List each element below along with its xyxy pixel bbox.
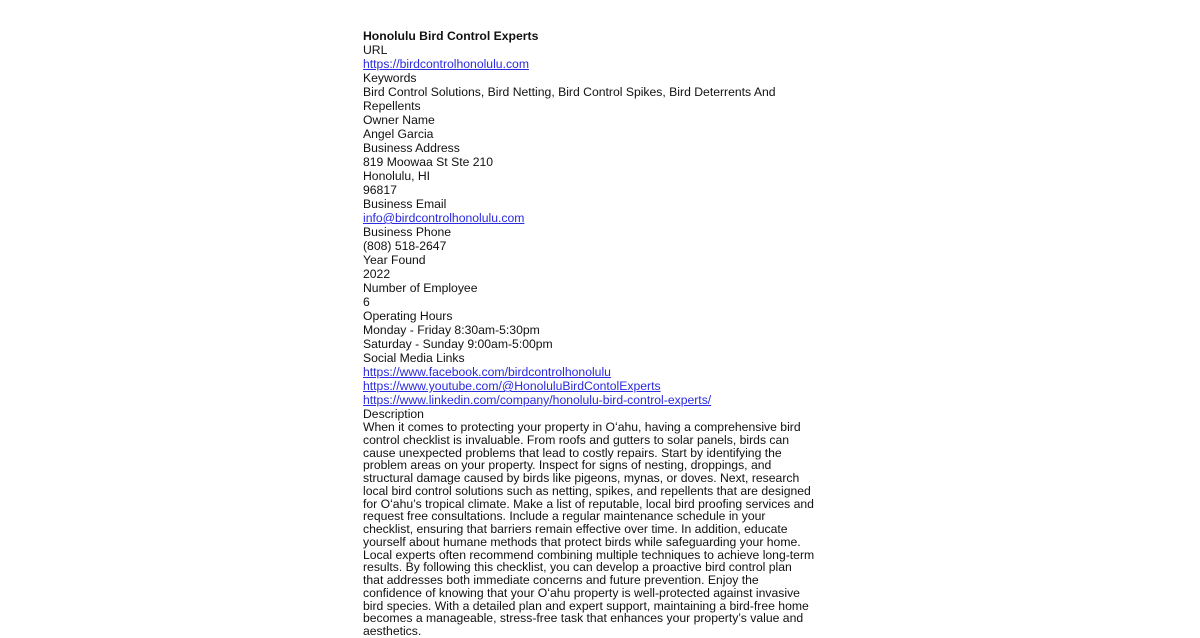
year-label: Year Found xyxy=(363,253,426,267)
url-label: URL xyxy=(363,43,388,57)
business-name: Honolulu Bird Control Experts xyxy=(363,29,539,43)
owner-label: Owner Name xyxy=(363,113,435,127)
hours-weekend: Saturday - Sunday 9:00am-5:00pm xyxy=(363,337,553,351)
employees-value: 6 xyxy=(363,295,370,309)
owner-value: Angel Garcia xyxy=(363,127,434,141)
description-text: When it comes to protecting your property in Oʻahu, having a comprehensive bird control checklist is invaluable. From roofs and gutters to solar panels, birds can cause unexpected problems that lead to costly repairs. Start by identifying the problem areas on your property. Inspect for signs of nesting, droppings, and structural damage caused by birds like pigeons, mynas, or doves. Next, research local bird control solutions such as netting, spikes, and repellents that are designed for Oʻahu’s tropical climate. Make a list of reputable, local bird proofing services and request free consultations. Include a regular maintenance schedule in your checklist, ensuring that barriers remain effective over time. In addition, educate yourself about humane methods that protect birds while safeguarding your home. Local experts often recommend combining multiple techniques to achieve long-term results. By following this checklist, you can develop a proactive bird control plan that addresses both immediate concerns and future prevention. Enjoy the confidence of knowing that your Oʻahu property is well-protected against invasive bird species. With a detailed plan and expert support, maintaining a bird-free home becomes a manageable, stress-free task that enhances your property’s value and aesthetics. xyxy=(363,420,815,638)
hours-label: Operating Hours xyxy=(363,309,453,323)
address-line2: Honolulu, HI xyxy=(363,169,431,183)
employees-label: Number of Employee xyxy=(363,281,478,295)
phone-label: Business Phone xyxy=(363,225,452,239)
phone-value: (808) 518-2647 xyxy=(363,239,447,253)
address-line1: 819 Moowaa St Ste 210 xyxy=(363,155,494,169)
keywords-label: Keywords xyxy=(363,71,417,85)
address-label: Business Address xyxy=(363,141,460,155)
keywords-value: Bird Control Solutions, Bird Netting, Bird Control Spikes, Bird Deterrents And Repellents xyxy=(363,85,776,113)
year-value: 2022 xyxy=(363,267,391,281)
address-zip: 96817 xyxy=(363,183,397,197)
business-listing xyxy=(363,29,833,638)
youtube-link[interactable]: https://www.youtube.com/@HonoluluBirdContolExperts xyxy=(363,379,661,393)
website-link[interactable]: https://birdcontrolhonolulu.com xyxy=(363,57,529,71)
hours-weekday: Monday - Friday 8:30am-5:30pm xyxy=(363,323,540,337)
social-label: Social Media Links xyxy=(363,351,465,365)
facebook-link[interactable]: https://www.facebook.com/birdcontrolhonolulu xyxy=(363,365,611,379)
description-label: Description xyxy=(363,407,424,421)
email-link[interactable]: info@birdcontrolhonolulu.com xyxy=(363,211,525,225)
email-label: Business Email xyxy=(363,197,447,211)
linkedin-link[interactable]: https://www.linkedin.com/company/honolulu-bird-control-experts/ xyxy=(363,393,712,407)
